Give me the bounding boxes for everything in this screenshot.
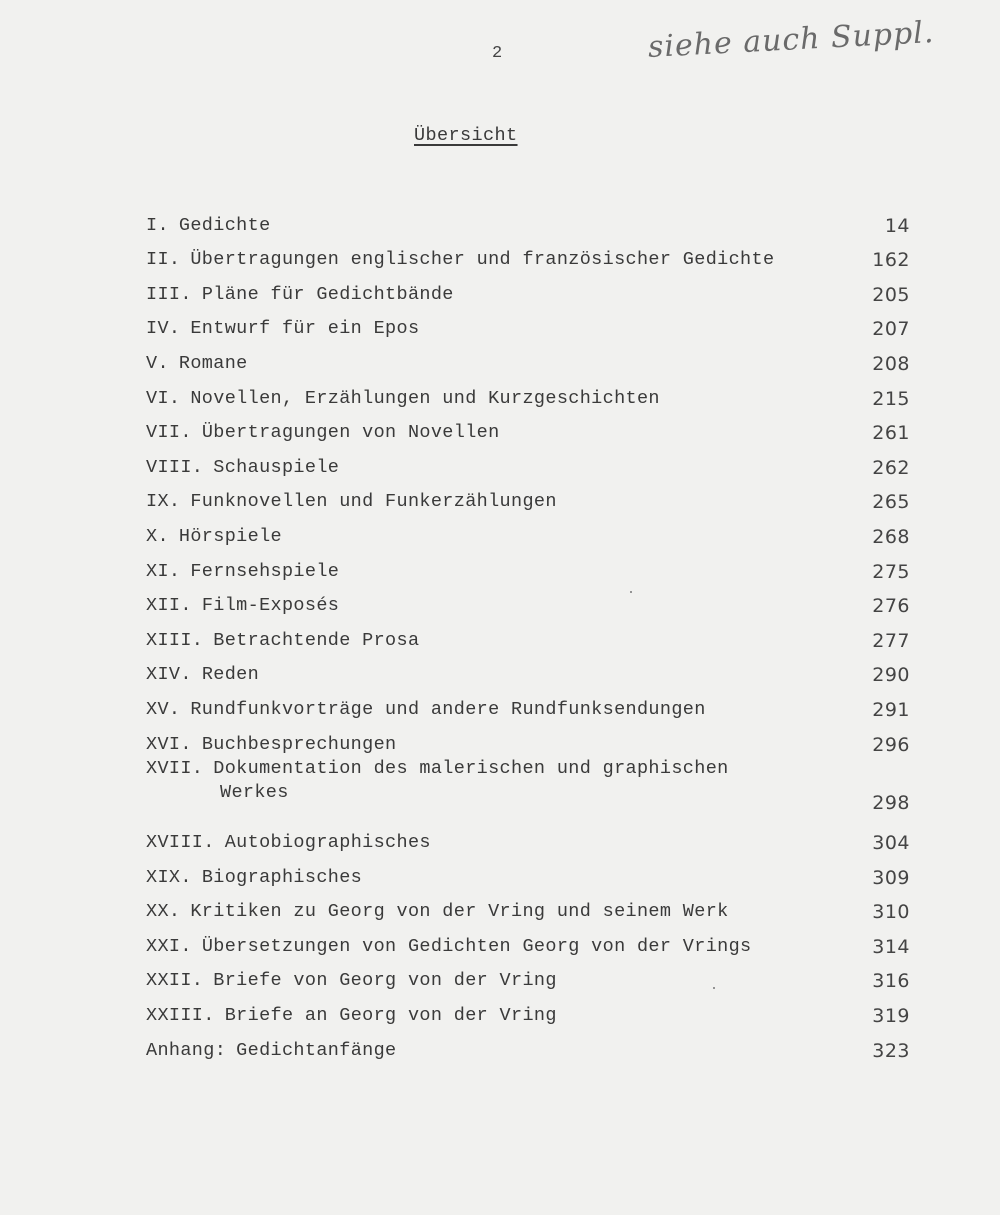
toc-entry-text: Übersetzungen von Gedichten Georg von der Vrings bbox=[201, 935, 752, 957]
toc-entry bbox=[146, 959, 910, 994]
toc-entry-title bbox=[146, 900, 850, 924]
toc-entry-page: 298 bbox=[872, 791, 910, 814]
toc-entry-title bbox=[146, 1039, 850, 1063]
toc-entry-page: 162 bbox=[872, 249, 910, 272]
toc-entry-text-continued: Werkes bbox=[220, 781, 289, 803]
toc-entry-page: 14 bbox=[884, 214, 910, 237]
toc-entry-number: VIII. bbox=[146, 456, 204, 478]
toc-entry bbox=[146, 993, 910, 1028]
toc-entry bbox=[146, 445, 910, 480]
toc-entry-text: Funknovellen und Funkerzählungen bbox=[190, 491, 557, 513]
toc-entry-text: Gedichte bbox=[178, 214, 271, 236]
toc-entry-page: 261 bbox=[872, 422, 910, 445]
page-number: 2 bbox=[492, 44, 503, 63]
toc-entry-number: V. bbox=[146, 352, 169, 374]
toc-entry-text: Novellen, Erzählungen und Kurzgeschichten bbox=[190, 387, 660, 409]
toc-entry-text: Kritiken zu Georg von der Vring und seinem Werk bbox=[190, 901, 729, 923]
toc-entry-title bbox=[146, 214, 850, 238]
toc-entry-page: 304 bbox=[872, 832, 910, 855]
toc-entry-page: 296 bbox=[872, 733, 910, 756]
toc-entry bbox=[146, 341, 910, 376]
toc-entry-number: I. bbox=[146, 214, 169, 236]
toc-entry-text: Film-Exposés bbox=[201, 595, 340, 617]
toc-entry bbox=[146, 821, 910, 856]
toc-entry-number: IX. bbox=[146, 491, 181, 513]
toc-entry-page: 290 bbox=[872, 664, 910, 687]
toc-entry-title bbox=[146, 629, 850, 653]
toc-entry-text: Dokumentation des malerischen und graphischen bbox=[213, 757, 729, 779]
toc-entry-title bbox=[146, 866, 850, 890]
page-title: Übersicht bbox=[414, 125, 518, 146]
toc-entry-number: XIII. bbox=[146, 629, 204, 651]
toc-entry-number: X. bbox=[146, 525, 169, 547]
toc-entry bbox=[146, 1028, 910, 1063]
toc-entry-text: Pläne für Gedichtbände bbox=[201, 283, 454, 305]
toc-entry-page: 205 bbox=[872, 283, 910, 306]
toc-entry-page: 277 bbox=[872, 629, 910, 652]
toc-entry-page: 319 bbox=[872, 1005, 910, 1028]
toc-entry-title bbox=[146, 456, 850, 480]
toc-entry-title bbox=[146, 248, 850, 272]
toc-entry-page: 276 bbox=[872, 595, 910, 618]
toc-entry-number: XIX. bbox=[146, 866, 192, 888]
toc-entry bbox=[146, 549, 910, 584]
toc-entry bbox=[146, 855, 910, 890]
toc-entry-page: 323 bbox=[872, 1039, 910, 1062]
toc-entry-title bbox=[146, 663, 850, 687]
toc-entry-number: XXIII. bbox=[146, 1005, 215, 1027]
toc-entry-title bbox=[146, 525, 850, 549]
toc-entry-number: III. bbox=[146, 283, 192, 305]
toc-entry-title bbox=[146, 935, 850, 959]
toc-entry bbox=[146, 514, 910, 549]
toc-entry bbox=[146, 584, 910, 619]
toc-entry-number: XVIII. bbox=[146, 832, 215, 854]
toc-entry bbox=[146, 757, 910, 821]
toc-entry-text: Reden bbox=[201, 664, 260, 686]
toc-entry-title bbox=[146, 1004, 850, 1028]
toc-entry-page: 262 bbox=[872, 456, 910, 479]
toc-entry bbox=[146, 924, 910, 959]
toc-entry-title bbox=[146, 387, 850, 411]
toc-entry-number: XVI. bbox=[146, 733, 192, 755]
toc-entry-title bbox=[146, 831, 850, 855]
toc-entry-text: Fernsehspiele bbox=[190, 560, 340, 582]
toc-entry-number: VII. bbox=[146, 422, 192, 444]
toc-entry-text: Briefe von Georg von der Vring bbox=[213, 970, 557, 992]
toc-entry-number: Anhang: bbox=[146, 1039, 227, 1061]
toc-entry-text: Briefe an Georg von der Vring bbox=[224, 1005, 557, 1027]
table-of-contents bbox=[146, 203, 910, 1063]
toc-entry-page: 207 bbox=[872, 318, 910, 341]
toc-entry-number: XX. bbox=[146, 901, 181, 923]
toc-entry bbox=[146, 376, 910, 411]
toc-entry-title bbox=[146, 317, 850, 341]
toc-entry-page: 215 bbox=[872, 387, 910, 410]
toc-entry-number: XXII. bbox=[146, 970, 204, 992]
toc-entry bbox=[146, 307, 910, 342]
toc-entry bbox=[146, 722, 910, 757]
toc-entry-text: Schauspiele bbox=[213, 456, 340, 478]
toc-entry-title bbox=[146, 490, 850, 514]
toc-entry-page: 309 bbox=[872, 866, 910, 889]
toc-entry bbox=[146, 890, 910, 925]
toc-entry-page: 268 bbox=[872, 525, 910, 548]
toc-entry-text: Übertragungen englischer und französischer Gedichte bbox=[190, 249, 775, 271]
paper-speck bbox=[630, 591, 632, 593]
toc-entry-text: Betrachtende Prosa bbox=[213, 629, 420, 651]
toc-entry-text: Buchbesprechungen bbox=[201, 733, 397, 755]
toc-entry-title bbox=[146, 733, 850, 757]
toc-entry-title bbox=[146, 560, 850, 584]
toc-entry-text: Gedichtanfänge bbox=[236, 1039, 397, 1061]
toc-entry-number: XIV. bbox=[146, 664, 192, 686]
toc-entry-page: 314 bbox=[872, 935, 910, 958]
toc-entry-text: Übertragungen von Novellen bbox=[201, 422, 500, 444]
toc-entry-title bbox=[146, 283, 850, 307]
paper-speck bbox=[713, 987, 715, 989]
toc-entry bbox=[146, 411, 910, 446]
toc-entry-text: Biographisches bbox=[201, 866, 363, 888]
toc-entry bbox=[146, 687, 910, 722]
toc-entry bbox=[146, 618, 910, 653]
toc-entry-title bbox=[146, 594, 850, 618]
toc-entry bbox=[146, 653, 910, 688]
toc-entry bbox=[146, 480, 910, 515]
toc-entry-number: XII. bbox=[146, 595, 192, 617]
toc-entry-number: IV. bbox=[146, 318, 181, 340]
toc-entry-page: 291 bbox=[872, 698, 910, 721]
toc-entry-page: 275 bbox=[872, 560, 910, 583]
toc-entry-number: II. bbox=[146, 249, 181, 271]
toc-entry-number: XV. bbox=[146, 698, 181, 720]
toc-entry-title bbox=[146, 757, 850, 805]
toc-entry-text: Rundfunkvorträge und andere Rundfunksendungen bbox=[190, 698, 706, 720]
toc-entry-page: 316 bbox=[872, 970, 910, 993]
toc-entry-text: Romane bbox=[178, 352, 248, 374]
toc-entry-title bbox=[146, 969, 850, 993]
toc-entry-title bbox=[146, 352, 850, 376]
toc-entry bbox=[146, 203, 910, 238]
toc-entry bbox=[146, 238, 910, 273]
toc-entry-text: Entwurf für ein Epos bbox=[190, 318, 420, 340]
handwritten-note: siehe auch Suppl. bbox=[647, 15, 936, 65]
toc-entry-number: XXI. bbox=[146, 935, 192, 957]
toc-entry-page: 265 bbox=[872, 491, 910, 514]
toc-entry-page: 208 bbox=[872, 352, 910, 375]
toc-entry-number: XI. bbox=[146, 560, 181, 582]
toc-entry-page: 310 bbox=[872, 901, 910, 924]
toc-entry-title bbox=[146, 421, 850, 445]
toc-entry-text: Hörspiele bbox=[178, 525, 282, 547]
toc-entry-text: Autobiographisches bbox=[224, 832, 431, 854]
toc-entry bbox=[146, 272, 910, 307]
toc-entry-title bbox=[146, 698, 850, 722]
toc-entry-number: XVII. bbox=[146, 757, 204, 779]
toc-entry-number: VI. bbox=[146, 387, 181, 409]
